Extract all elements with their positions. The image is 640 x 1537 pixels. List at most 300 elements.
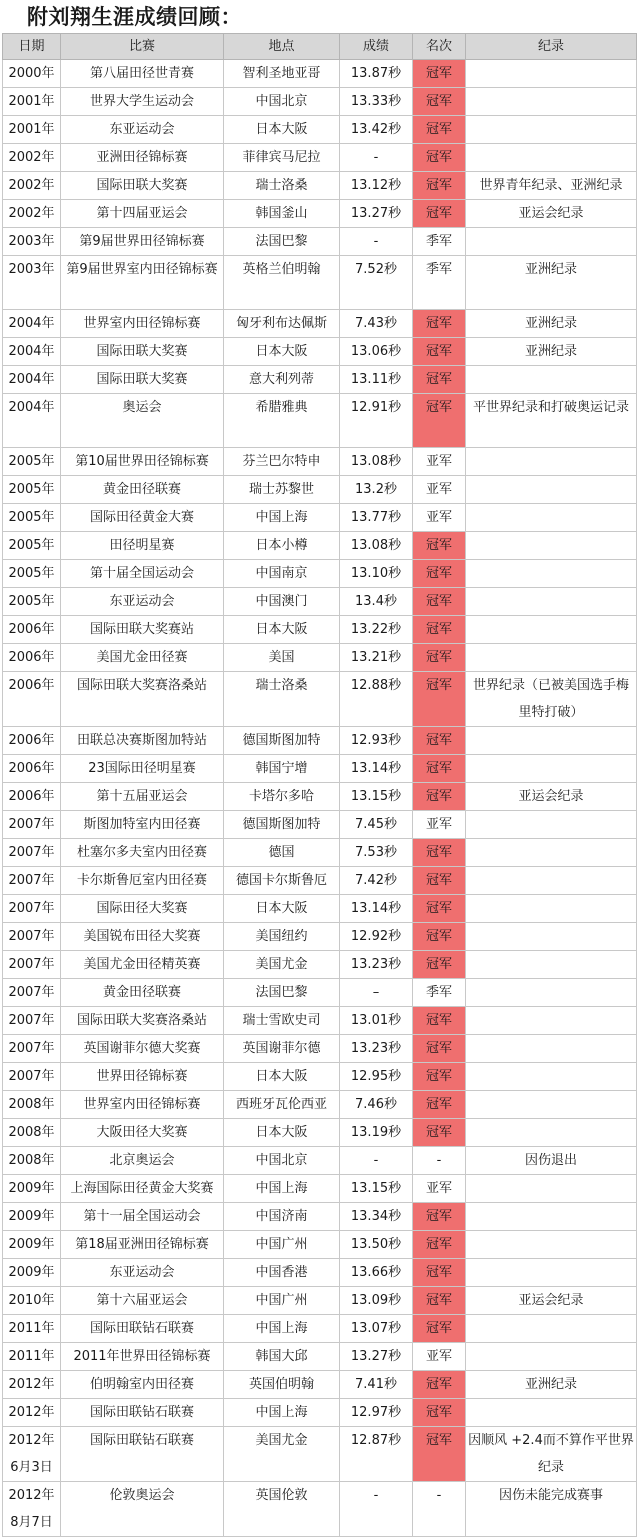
table-row: [3, 1035, 637, 1063]
cell-date: 2004年: [3, 366, 61, 394]
cell-date: 2004年: [3, 310, 61, 338]
cell-venue: 日本大阪: [224, 116, 340, 144]
cell-record: [466, 588, 637, 616]
cell-record: 因顺风 +2.4而不算作平世界纪录: [466, 1427, 637, 1482]
cell-result: 13.08秒: [340, 448, 413, 476]
cell-result: 7.43秒: [340, 310, 413, 338]
cell-event: 世界田径锦标赛: [61, 1063, 224, 1091]
cell-date: 2005年: [3, 588, 61, 616]
cell-venue: 中国上海: [224, 504, 340, 532]
cell-result: 13.07秒: [340, 1315, 413, 1343]
cell-event: 伦敦奥运会: [61, 1482, 224, 1537]
cell-venue: 瑞士洛桑: [224, 672, 340, 727]
cell-venue: 中国上海: [224, 1399, 340, 1427]
cell-place: 冠军: [413, 1007, 466, 1035]
cell-place: 亚军: [413, 1343, 466, 1371]
cell-result: 13.23秒: [340, 951, 413, 979]
table-row: [3, 1287, 637, 1315]
table-row: [3, 644, 637, 672]
cell-event: 国际田联大奖赛站: [61, 616, 224, 644]
table-row: [3, 560, 637, 588]
cell-event: 第9届世界室内田径锦标赛: [61, 256, 224, 310]
table-row: [3, 839, 637, 867]
cell-venue: 中国济南: [224, 1203, 340, 1231]
cell-place: 冠军: [413, 923, 466, 951]
table-body: [3, 60, 637, 1537]
cell-place: 冠军: [413, 560, 466, 588]
cell-event: 第十六届亚运会: [61, 1287, 224, 1315]
cell-result: 13.15秒: [340, 783, 413, 811]
cell-result: 13.10秒: [340, 560, 413, 588]
table-row: [3, 1427, 637, 1482]
cell-result: 13.27秒: [340, 200, 413, 228]
cell-venue: 希腊雅典: [224, 394, 340, 448]
cell-event: 东亚运动会: [61, 588, 224, 616]
cell-place: 冠军: [413, 1371, 466, 1399]
cell-place: 冠军: [413, 310, 466, 338]
table-row: [3, 811, 637, 839]
cell-record: [466, 1399, 637, 1427]
cell-venue: 中国上海: [224, 1315, 340, 1343]
cell-date: 2006年: [3, 616, 61, 644]
cell-date: 2010年: [3, 1287, 61, 1315]
cell-result: –: [340, 979, 413, 1007]
cell-venue: 英国伦敦: [224, 1482, 340, 1537]
cell-place: 亚军: [413, 476, 466, 504]
cell-venue: 中国北京: [224, 1147, 340, 1175]
cell-result: 7.53秒: [340, 839, 413, 867]
cell-venue: 德国: [224, 839, 340, 867]
cell-record: [466, 811, 637, 839]
cell-record: [466, 1091, 637, 1119]
cell-venue: 韩国宁增: [224, 755, 340, 783]
cell-venue: 匈牙利布达佩斯: [224, 310, 340, 338]
cell-result: -: [340, 228, 413, 256]
table-row: [3, 256, 637, 310]
cell-result: -: [340, 144, 413, 172]
cell-record: [466, 116, 637, 144]
cell-result: 13.34秒: [340, 1203, 413, 1231]
cell-record: [466, 644, 637, 672]
cell-venue: 日本大阪: [224, 616, 340, 644]
cell-place: 冠军: [413, 200, 466, 228]
cell-place: 冠军: [413, 172, 466, 200]
cell-event: 东亚运动会: [61, 116, 224, 144]
table-row: [3, 532, 637, 560]
cell-record: [466, 923, 637, 951]
cell-venue: 英国伯明翰: [224, 1371, 340, 1399]
cell-place: 冠军: [413, 1427, 466, 1482]
page-title: 附刘翔生涯成绩回顾：: [27, 5, 242, 29]
cell-date: 2004年: [3, 338, 61, 366]
cell-result: 13.22秒: [340, 616, 413, 644]
cell-record: [466, 560, 637, 588]
cell-venue: 美国尤金: [224, 1427, 340, 1482]
header-record: 纪录: [466, 34, 637, 60]
cell-event: 奥运会: [61, 394, 224, 448]
cell-record: [466, 504, 637, 532]
cell-record: 亚洲纪录: [466, 338, 637, 366]
cell-date: 2011年: [3, 1315, 61, 1343]
cell-event: 第10届世界田径锦标赛: [61, 448, 224, 476]
cell-venue: 日本大阪: [224, 895, 340, 923]
cell-event: 国际田联钻石联赛: [61, 1315, 224, 1343]
cell-record: [466, 1203, 637, 1231]
cell-place: 季军: [413, 979, 466, 1007]
table-row: [3, 1007, 637, 1035]
cell-record: 亚洲纪录: [466, 310, 637, 338]
cell-result: 12.91秒: [340, 394, 413, 448]
cell-place: 冠军: [413, 338, 466, 366]
cell-venue: 日本大阪: [224, 1119, 340, 1147]
cell-date: 2007年: [3, 811, 61, 839]
cell-record: [466, 1175, 637, 1203]
cell-venue: 中国北京: [224, 88, 340, 116]
cell-date: 2012年6月3日: [3, 1427, 61, 1482]
cell-result: -: [340, 1147, 413, 1175]
cell-venue: 中国香港: [224, 1259, 340, 1287]
cell-result: 13.14秒: [340, 755, 413, 783]
cell-place: 冠军: [413, 116, 466, 144]
cell-date: 2011年: [3, 1343, 61, 1371]
cell-date: 2006年: [3, 672, 61, 727]
cell-date: 2007年: [3, 895, 61, 923]
cell-result: -: [340, 1482, 413, 1537]
cell-record: 平世界纪录和打破奥运记录: [466, 394, 637, 448]
table-row: [3, 1399, 637, 1427]
cell-result: 13.08秒: [340, 532, 413, 560]
cell-place: 亚军: [413, 448, 466, 476]
cell-date: 2008年: [3, 1147, 61, 1175]
cell-record: 亚洲纪录: [466, 256, 637, 310]
table-header: [3, 34, 637, 60]
cell-event: 田径明星赛: [61, 532, 224, 560]
cell-venue: 瑞士洛桑: [224, 172, 340, 200]
cell-record: 亚运会纪录: [466, 783, 637, 811]
cell-event: 伯明翰室内田径赛: [61, 1371, 224, 1399]
cell-place: 冠军: [413, 1119, 466, 1147]
cell-date: 2008年: [3, 1119, 61, 1147]
cell-event: 美国锐布田径大奖赛: [61, 923, 224, 951]
cell-date: 2006年: [3, 644, 61, 672]
header-venue: 地点: [224, 34, 340, 60]
cell-date: 2012年: [3, 1399, 61, 1427]
cell-event: 国际田联大奖赛: [61, 366, 224, 394]
cell-event: 第十届全国运动会: [61, 560, 224, 588]
cell-event: 第十四届亚运会: [61, 200, 224, 228]
cell-record: [466, 1035, 637, 1063]
cell-date: 2006年: [3, 783, 61, 811]
cell-place: 冠军: [413, 783, 466, 811]
cell-event: 大阪田径大奖赛: [61, 1119, 224, 1147]
table-row: [3, 60, 637, 88]
cell-place: 亚军: [413, 1175, 466, 1203]
table-row: [3, 172, 637, 200]
cell-place: 季军: [413, 256, 466, 310]
cell-result: 13.14秒: [340, 895, 413, 923]
cell-event: 第9届世界田径锦标赛: [61, 228, 224, 256]
cell-record: 亚运会纪录: [466, 1287, 637, 1315]
cell-event: 美国尤金田径赛: [61, 644, 224, 672]
cell-record: [466, 839, 637, 867]
cell-event: 第八届田径世青赛: [61, 60, 224, 88]
cell-result: 13.66秒: [340, 1259, 413, 1287]
cell-date: 2009年: [3, 1175, 61, 1203]
cell-place: 冠军: [413, 60, 466, 88]
cell-venue: 中国广州: [224, 1231, 340, 1259]
cell-place: 冠军: [413, 394, 466, 448]
cell-event: 亚洲田径锦标赛: [61, 144, 224, 172]
table-row: [3, 1175, 637, 1203]
cell-place: 冠军: [413, 644, 466, 672]
cell-venue: 瑞士雪欧史司: [224, 1007, 340, 1035]
cell-date: 2002年: [3, 200, 61, 228]
cell-venue: 英国谢菲尔德: [224, 1035, 340, 1063]
cell-record: [466, 1119, 637, 1147]
cell-date: 2003年: [3, 256, 61, 310]
cell-event: 世界大学生运动会: [61, 88, 224, 116]
cell-place: 冠军: [413, 616, 466, 644]
cell-event: 2011年世界田径锦标赛: [61, 1343, 224, 1371]
cell-result: 7.41秒: [340, 1371, 413, 1399]
cell-event: 斯图加特室内田径赛: [61, 811, 224, 839]
cell-place: 冠军: [413, 532, 466, 560]
cell-record: [466, 1259, 637, 1287]
table-row: [3, 200, 637, 228]
cell-date: 2009年: [3, 1231, 61, 1259]
cell-event: 美国尤金田径精英赛: [61, 951, 224, 979]
cell-venue: 菲律宾马尼拉: [224, 144, 340, 172]
table-row: [3, 88, 637, 116]
cell-venue: 德国斯图加特: [224, 727, 340, 755]
cell-date: 2005年: [3, 448, 61, 476]
cell-place: 冠军: [413, 588, 466, 616]
cell-result: 12.92秒: [340, 923, 413, 951]
cell-date: 2009年: [3, 1203, 61, 1231]
cell-record: [466, 727, 637, 755]
cell-result: 13.09秒: [340, 1287, 413, 1315]
table-row: [3, 1315, 637, 1343]
cell-record: [466, 532, 637, 560]
cell-place: 季军: [413, 228, 466, 256]
cell-place: 冠军: [413, 366, 466, 394]
cell-place: 亚军: [413, 811, 466, 839]
cell-place: 冠军: [413, 1315, 466, 1343]
cell-event: 黄金田径联赛: [61, 476, 224, 504]
cell-date: 2005年: [3, 532, 61, 560]
cell-place: 冠军: [413, 839, 466, 867]
cell-date: 2007年: [3, 979, 61, 1007]
cell-record: [466, 895, 637, 923]
cell-place: -: [413, 1482, 466, 1537]
cell-result: 13.87秒: [340, 60, 413, 88]
table-row: [3, 1147, 637, 1175]
cell-result: 13.27秒: [340, 1343, 413, 1371]
cell-place: 冠军: [413, 88, 466, 116]
header-result: 成绩: [340, 34, 413, 60]
cell-result: 7.52秒: [340, 256, 413, 310]
table-row: [3, 1231, 637, 1259]
cell-result: 13.11秒: [340, 366, 413, 394]
cell-date: 2001年: [3, 88, 61, 116]
cell-date: 2007年: [3, 1035, 61, 1063]
cell-record: 因伤未能完成赛事: [466, 1482, 637, 1537]
cell-venue: 西班牙瓦伦西亚: [224, 1091, 340, 1119]
cell-date: 2005年: [3, 476, 61, 504]
cell-result: 13.01秒: [340, 1007, 413, 1035]
cell-record: 亚洲纪录: [466, 1371, 637, 1399]
cell-date: 2012年8月7日: [3, 1482, 61, 1537]
cell-venue: 法国巴黎: [224, 228, 340, 256]
table-row: [3, 1091, 637, 1119]
table-row: [3, 228, 637, 256]
cell-date: 2006年: [3, 727, 61, 755]
cell-venue: 中国南京: [224, 560, 340, 588]
cell-record: [466, 979, 637, 1007]
cell-result: 12.95秒: [340, 1063, 413, 1091]
cell-record: [466, 228, 637, 256]
cell-place: 冠军: [413, 144, 466, 172]
cell-venue: 芬兰巴尔特申: [224, 448, 340, 476]
results-table: [2, 33, 637, 1537]
cell-event: 田联总决赛斯图加特站: [61, 727, 224, 755]
cell-record: [466, 1007, 637, 1035]
cell-record: 世界青年纪录、亚洲纪录: [466, 172, 637, 200]
table-row: [3, 979, 637, 1007]
cell-date: 2007年: [3, 1063, 61, 1091]
cell-result: 13.50秒: [340, 1231, 413, 1259]
cell-date: 2007年: [3, 839, 61, 867]
cell-date: 2007年: [3, 923, 61, 951]
cell-event: 杜塞尔多夫室内田径赛: [61, 839, 224, 867]
cell-venue: 英格兰伯明翰: [224, 256, 340, 310]
cell-date: 2005年: [3, 560, 61, 588]
cell-venue: 中国广州: [224, 1287, 340, 1315]
cell-date: 2003年: [3, 228, 61, 256]
cell-venue: 智利圣地亚哥: [224, 60, 340, 88]
cell-place: 亚军: [413, 504, 466, 532]
cell-event: 世界室内田径锦标赛: [61, 1091, 224, 1119]
cell-place: 冠军: [413, 1231, 466, 1259]
cell-result: 13.4秒: [340, 588, 413, 616]
cell-event: 世界室内田径锦标赛: [61, 310, 224, 338]
cell-place: 冠军: [413, 867, 466, 895]
cell-date: 2002年: [3, 172, 61, 200]
cell-venue: 美国: [224, 644, 340, 672]
table-row: [3, 1119, 637, 1147]
cell-place: 冠军: [413, 1035, 466, 1063]
table-row: [3, 310, 637, 338]
cell-record: [466, 448, 637, 476]
table-row: [3, 394, 637, 448]
cell-event: 国际田联大奖赛: [61, 172, 224, 200]
cell-event: 第十五届亚运会: [61, 783, 224, 811]
cell-record: [466, 88, 637, 116]
table-row: [3, 1343, 637, 1371]
cell-result: 13.42秒: [340, 116, 413, 144]
cell-venue: 韩国大邱: [224, 1343, 340, 1371]
cell-result: 13.33秒: [340, 88, 413, 116]
header-row: [3, 34, 637, 60]
cell-event: 东亚运动会: [61, 1259, 224, 1287]
cell-venue: 瑞士苏黎世: [224, 476, 340, 504]
cell-date: 2004年: [3, 394, 61, 448]
cell-place: -: [413, 1147, 466, 1175]
cell-venue: 德国卡尔斯鲁厄: [224, 867, 340, 895]
table-row: [3, 755, 637, 783]
cell-venue: 日本大阪: [224, 1063, 340, 1091]
table-row: [3, 867, 637, 895]
cell-place: 冠军: [413, 1259, 466, 1287]
cell-result: 13.2秒: [340, 476, 413, 504]
cell-venue: 德国斯图加特: [224, 811, 340, 839]
cell-venue: 意大利列蒂: [224, 366, 340, 394]
cell-record: [466, 476, 637, 504]
table-row: [3, 1482, 637, 1537]
cell-result: 7.42秒: [340, 867, 413, 895]
table-row: [3, 1259, 637, 1287]
cell-date: 2008年: [3, 1091, 61, 1119]
cell-record: [466, 1343, 637, 1371]
cell-record: [466, 951, 637, 979]
table-row: [3, 448, 637, 476]
cell-result: 13.06秒: [340, 338, 413, 366]
cell-place: 冠军: [413, 1399, 466, 1427]
cell-record: 因伤退出: [466, 1147, 637, 1175]
cell-venue: 中国澳门: [224, 588, 340, 616]
cell-venue: 美国尤金: [224, 951, 340, 979]
table-row: [3, 338, 637, 366]
cell-venue: 中国上海: [224, 1175, 340, 1203]
cell-date: 2007年: [3, 1007, 61, 1035]
cell-event: 第18届亚洲田径锦标赛: [61, 1231, 224, 1259]
table-row: [3, 672, 637, 727]
table-row: [3, 1203, 637, 1231]
table-row: [3, 366, 637, 394]
cell-result: 12.88秒: [340, 672, 413, 727]
cell-result: 7.45秒: [340, 811, 413, 839]
cell-place: 冠军: [413, 1091, 466, 1119]
cell-result: 13.19秒: [340, 1119, 413, 1147]
table-row: [3, 895, 637, 923]
cell-date: 2005年: [3, 504, 61, 532]
table-row: [3, 727, 637, 755]
cell-result: 13.21秒: [340, 644, 413, 672]
table-row: [3, 476, 637, 504]
cell-event: 国际田联钻石联赛: [61, 1427, 224, 1482]
table-row: [3, 951, 637, 979]
cell-event: 国际田联大奖赛洛桑站: [61, 1007, 224, 1035]
cell-record: [466, 366, 637, 394]
cell-record: 世界纪录（已被美国选手梅里特打破）: [466, 672, 637, 727]
cell-record: [466, 60, 637, 88]
cell-place: 冠军: [413, 1287, 466, 1315]
cell-result: 12.97秒: [340, 1399, 413, 1427]
cell-date: 2012年: [3, 1371, 61, 1399]
cell-venue: 美国纽约: [224, 923, 340, 951]
cell-date: 2001年: [3, 116, 61, 144]
cell-record: [466, 867, 637, 895]
header-event: 比赛: [61, 34, 224, 60]
cell-venue: 韩国釜山: [224, 200, 340, 228]
cell-place: 冠军: [413, 1063, 466, 1091]
header-date: 日期: [3, 34, 61, 60]
table-row: [3, 116, 637, 144]
table-row: [3, 1063, 637, 1091]
cell-result: 12.93秒: [340, 727, 413, 755]
cell-place: 冠军: [413, 672, 466, 727]
cell-venue: 日本大阪: [224, 338, 340, 366]
